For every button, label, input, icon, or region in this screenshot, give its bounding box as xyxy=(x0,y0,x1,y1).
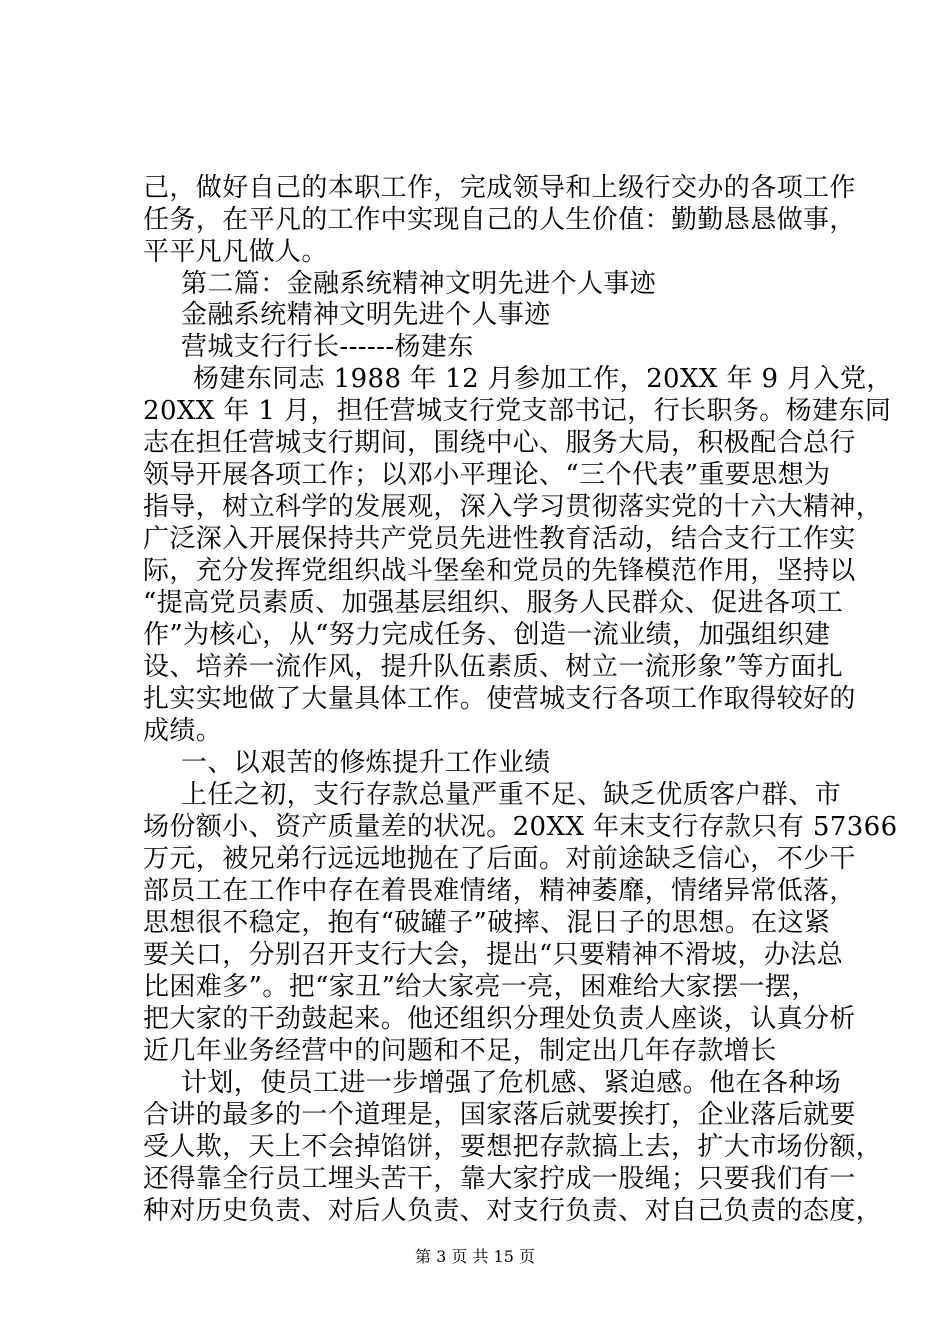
body-line: 万元，被兄弟行远远地抛在了后面。对前途缺乏信心，不少干 xyxy=(143,844,856,874)
body-line: 际，充分发挥党组织战斗堡垒和党员的先锋模范作用，坚持以 xyxy=(143,556,856,586)
body-line: 广泛深入开展保持共产党员先进性教育活动，结合支行工作实 xyxy=(143,524,856,554)
body-line: 种对历史负责、对后人负责、对支行负责、对自己负责的态度， xyxy=(143,1196,883,1226)
body-line: 比困难多”。把“家丑”给大家亮一亮，困难给大家摆一摆， xyxy=(143,972,818,1002)
body-line: 指导，树立科学的发展观，深入学习贯彻落实党的十六大精神， xyxy=(143,492,883,522)
body-line: 成绩。 xyxy=(143,716,223,746)
body-line: 志在担任营城支行期间，围绕中心、服务大局，积极配合总行 xyxy=(143,428,856,458)
body-line: 部员工在工作中存在着畏难情绪，精神萎靡，情绪异常低落， xyxy=(143,876,856,906)
body-line: 平平凡凡做人。 xyxy=(143,237,328,267)
page-number-footer: 第 3 页 共 15 页 xyxy=(415,1247,535,1266)
body-line: 任务，在平凡的工作中实现自己的人生价值：勤勤恳恳做事， xyxy=(143,205,856,235)
subsection-heading: 一、以艰苦的修炼提升工作业绩 xyxy=(181,748,551,778)
body-line: 近几年业务经营中的问题和不足，制定出几年存款增长 xyxy=(143,1036,777,1066)
body-line: 要关口，分别召开支行大会，提出“只要精神不滑坡，办法总 xyxy=(143,940,844,970)
body-line: 把大家的干劲鼓起来。他还组织分理处负责人座谈，认真分析 xyxy=(143,1004,856,1034)
body-line: 合讲的最多的一个道理是，国家落后就要挨打，企业落后就要 xyxy=(143,1100,856,1130)
body-line: 扎实实地做了大量具体工作。使营城支行各项工作取得较好的 xyxy=(143,684,856,714)
body-line: 计划，使员工进一步增强了危机感、紧迫感。他在各种场 xyxy=(181,1068,842,1098)
body-line: “提高党员素质、加强基层组织、服务人民群众、促进各项工 xyxy=(143,588,844,618)
body-line: 场份额小、资产质量差的状况。20XX 年末支行存款只有 57366 xyxy=(143,812,898,842)
body-line: 杨建东同志 1988 年 12 月参加工作，20XX 年 9 月入党， xyxy=(193,364,893,394)
body-line: 受人欺，天上不会掉馅饼，要想把存款搞上去，扩大市场份额， xyxy=(143,1132,883,1162)
author-line: 营城支行行长------杨建东 xyxy=(181,332,474,362)
body-line: 20XX 年 1 月，担任营城支行党支部书记，行长职务。杨建东同 xyxy=(143,396,892,426)
body-line: 作”为核心，从“努力完成任务、创造一流业绩，加强组织建 xyxy=(143,620,831,650)
article-title: 金融系统精神文明先进个人事迹 xyxy=(181,300,551,330)
body-line: 思想很不稳定，抱有“破罐子”破摔、混日子的思想。在这紧 xyxy=(143,908,831,938)
body-line: 领导开展各项工作；以邓小平理论、“三个代表”重要思想为 xyxy=(143,460,831,490)
section-heading: 第二篇：金融系统精神文明先进个人事迹 xyxy=(181,269,657,299)
body-line: 上任之初，支行存款总量严重不足、缺乏优质客户群、市 xyxy=(181,780,842,810)
body-line: 己，做好自己的本职工作，完成领导和上级行交办的各项工作 xyxy=(143,173,856,203)
body-line: 设、培养一流作风，提升队伍素质、树立一流形象”等方面扎 xyxy=(143,652,844,682)
body-line: 还得靠全行员工埋头苦干，靠大家拧成一股绳；只要我们有一 xyxy=(143,1164,856,1194)
